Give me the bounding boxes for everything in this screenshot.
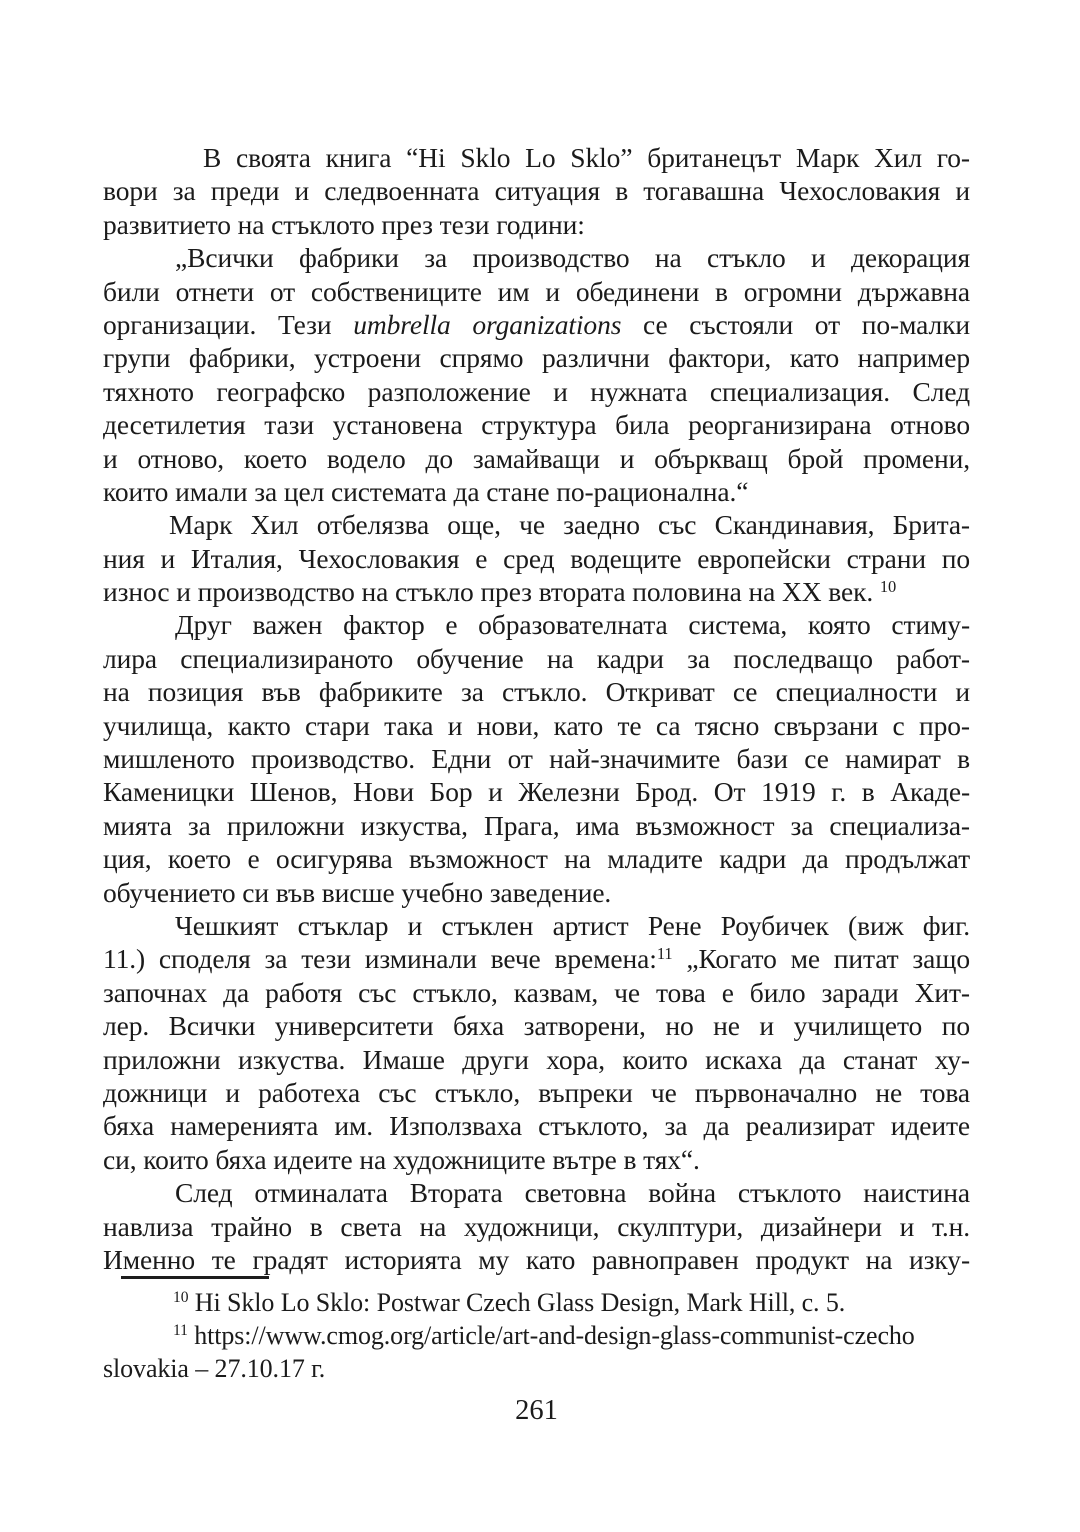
text-line: обучението си във висше учебно заведение. [103, 876, 612, 908]
paragraph-mark-hill [103, 508, 970, 608]
page-number: 261 [515, 1395, 558, 1426]
paragraph-education [103, 608, 970, 909]
text-line: бяха намеренията им. Използваха стъклото, за да реализират идеите [103, 1110, 970, 1142]
text-line: ния и Италия, Чехословакия е сред водещите европейски страни по [103, 542, 970, 574]
text-line: „Всички фабрики за производство на стъкло и декорация [175, 242, 970, 274]
text-line: Друг важен фактор е образователната система, която стиму- [175, 609, 970, 641]
text-line: си, които бяха идеите на художниците вътре в тях“. [103, 1143, 700, 1175]
text-line: приложни изкуства. Имаше други хора, които искаха да станат ху- [103, 1043, 970, 1075]
text-line: slovakia – 27.10.17 г. [103, 1353, 326, 1383]
paragraph-postwar [103, 1176, 970, 1276]
text-line: ция, което е осигурява възможност на младите кадри да продължат [103, 843, 970, 875]
text-line: лира специализираното обучение на кадри за последващо работ- [103, 642, 970, 674]
text-line: $^{10}$ Hi Sklo Lo Sklo: Postwar Czech Glass Design, Mark Hill, с. 5. [173, 1288, 846, 1317]
text-line: били отнети от собствениците им и обединени в огромни държавна [103, 275, 970, 307]
paragraph-quote-factories [103, 241, 970, 508]
text-line: мишленото производство. Едни от най-значимите бази се намират в [103, 743, 970, 775]
text-line: 11.) споделя за тези изминали вече времена:$^{11}$ „Когато ме питат защо [103, 943, 971, 975]
footnote-ref: 10 [173, 1289, 189, 1307]
text-line: тяхното географско разположение и нужната специализация. След [103, 375, 970, 407]
text-line: вори за преди и следвоенната ситуация в тогавашна Чехословакия и [103, 175, 970, 207]
text-line: групи фабрики, устроени спрямо различни фактори, като например [103, 342, 970, 374]
text-line: организации. Тези umbrella organizations се състояли от по-малки [103, 308, 970, 340]
text-line: След отминалата Втората световна война стъклото наистина [175, 1177, 970, 1209]
text-body [103, 141, 970, 1276]
footnote-ref: 11 [656, 944, 673, 964]
text-line: В своята книга “Hi Sklo Lo Sklo” британецът Марк Хил го- [203, 142, 970, 173]
footnote-ref: 10 [879, 577, 897, 597]
text-line: развитието на стъклото през тези години: [103, 208, 585, 240]
text-line: училища, както стари така и нови, като те са тясно свързани с про- [103, 709, 970, 741]
text-line: Чешкият стъклар и стъклен артист Рене Роубичек (виж фиг. [175, 909, 970, 941]
text-line: дожници и работеха със стъкло, въпреки че първоначално не това [103, 1076, 970, 1108]
text-line: Именно те градят историята му като равноправен продукт на изку- [103, 1243, 970, 1275]
text-line: десетилетия тази установена структура била реорганизирана отново [103, 409, 970, 441]
text-line: Каменицки Шенов, Нови Бор и Железни Брод. От 1919 г. в Акаде- [103, 776, 970, 808]
text-line: Марк Хил отбелязва още, че заедно със Скандинавия, Брита- [169, 509, 970, 541]
footnote-ref: 11 [173, 1322, 188, 1340]
text-line: навлиза трайно в света на художници, скулптури, дизайнери и т.н. [103, 1210, 970, 1242]
footnote-separator [121, 1276, 269, 1279]
text-line: и отново, което водело до замайващи и объркващ брой промени, [103, 442, 970, 474]
text-line: които имали за цел системата да стане по-рационална.“ [103, 475, 749, 507]
footnotes [103, 1287, 970, 1385]
text-line: износ и производство на стъкло през втората половина на ХХ век. $^{10}$ [103, 576, 897, 608]
text-line: на позиция във фабриките за стъкло. Откриват се специалности и [103, 676, 970, 708]
text-line: започнах да работя със стъкло, казвам, че това е било заради Хит- [103, 976, 970, 1008]
paragraph-intro [103, 141, 970, 241]
paragraph-roubicek [103, 909, 970, 1176]
text-line: лер. Всички университети бяха затворени, но не и училището по [103, 1010, 970, 1042]
text-line: мията за приложни изкуства, Прага, има възможност за специализа- [103, 809, 970, 841]
text-line: $^{11}$ https://www.cmog.org/article/art-and-design-glass-communist-czecho [173, 1320, 915, 1350]
